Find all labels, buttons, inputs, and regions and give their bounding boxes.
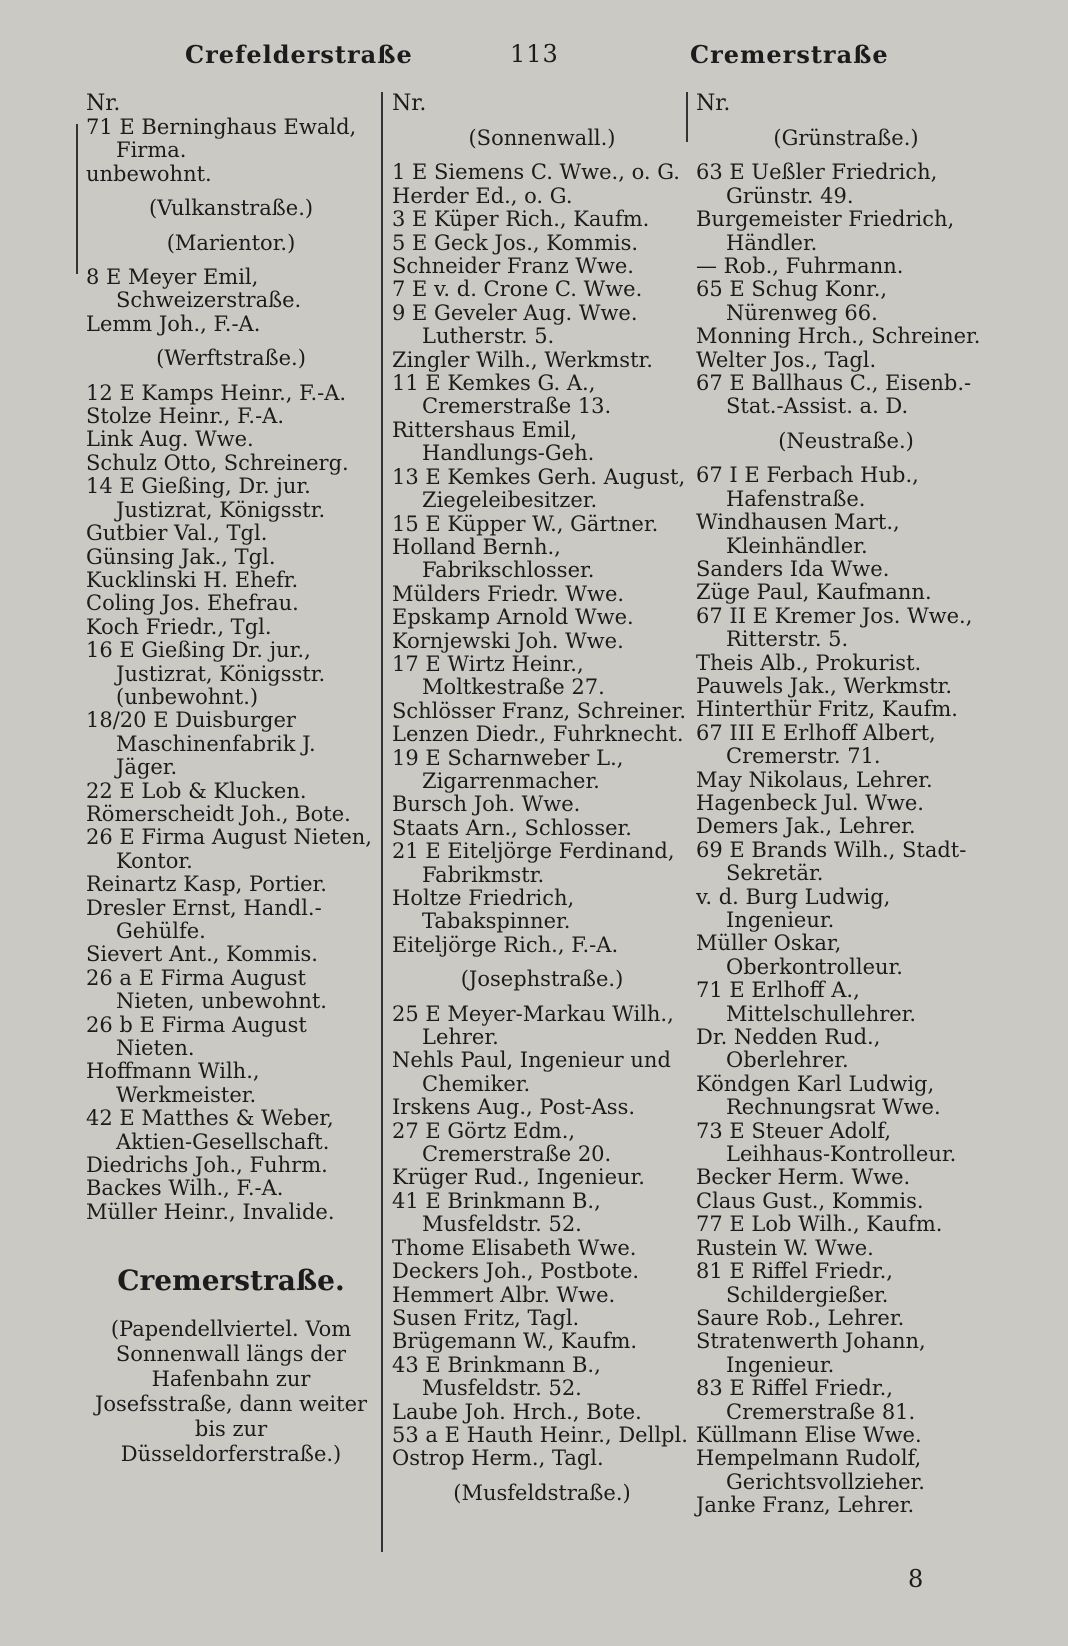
address-entry: Epskamp Arnold Wwe. [392, 605, 634, 630]
address-entry: Brügemann W., Kaufm. [392, 1329, 638, 1354]
address-entry: Rustein W. Wwe. [696, 1235, 874, 1260]
address-entry: Günsing Jak., Tgl. [86, 544, 276, 569]
street-heading: (Sonnenwall.) [468, 126, 616, 150]
address-entry: 71 E Erlhoff A., Mittelschullehrer. [696, 978, 917, 1026]
address-entry: Mülders Friedr. Wwe. [392, 581, 625, 606]
address-entry: Demers Jak., Lehrer. [696, 814, 916, 839]
bracket-mark [76, 124, 86, 274]
address-entry: Kornjewski Joh. Wwe. [392, 628, 624, 653]
address-entry: 19 E Scharnweber L., Zigarrenmacher. [392, 745, 624, 793]
address-entry: Zingler Wilh., Werkmstr. [392, 347, 653, 372]
column-divider [381, 92, 383, 1552]
street-heading: (Neustraße.) [778, 428, 914, 453]
address-entry: 3 E Küper Rich., Kaufm. [392, 207, 650, 232]
address-entry: Köndgen Karl Ludwig, Rechnungsrat Wwe. [696, 1071, 941, 1120]
address-entry: 21 E Eiteljörge Ferdinand, Fabrikmstr. [392, 839, 675, 887]
column-1-entries [86, 116, 376, 1224]
address-entry: Sanders Ida Wwe. [696, 556, 890, 581]
address-entry: Hinterthür Fritz, Kaufm. [696, 697, 958, 722]
address-entry: Irskens Aug., Post-Ass. [392, 1095, 636, 1120]
address-entry: 17 E Wirtz Heinr., Moltkestraße 27. [392, 651, 605, 700]
address-entry: 22 E Lob & Klucken. [86, 778, 307, 803]
address-entry: Claus Gust., Kommis. [696, 1188, 924, 1213]
street-heading: (Marientor.) [166, 230, 296, 255]
address-entry: Schneider Franz Wwe. [392, 254, 634, 279]
address-entry: Kucklinski H. Ehefr. [86, 567, 299, 592]
address-entry: 53 a E Hauth Heinr., Dellpl. [392, 1422, 688, 1447]
address-entry: Backes Wilh., F.-A. [86, 1176, 284, 1201]
address-entry: 42 E Matthes & Weber, Aktien-Gesellschaft. [86, 1106, 334, 1154]
address-entry: 81 E Riffel Friedr., Schildergießer. [696, 1259, 893, 1307]
address-entry: 83 E Riffel Friedr., Cremerstraße 81. [696, 1376, 916, 1424]
address-entry: Stratenwerth Johann, Ingenieur. [696, 1329, 926, 1377]
address-entry: Eiteljörge Rich., F.-A. [392, 932, 619, 957]
address-entry: May Nikolaus, Lehrer. [696, 767, 933, 792]
street-heading: (Vulkanstraße.) [148, 196, 314, 221]
address-entry: Diedrichs Joh., Fuhrm. [86, 1153, 328, 1178]
address-entry: 26 E Firma August Nieten, Kontor. [86, 825, 372, 873]
address-entry: Susen Fritz, Tagl. [392, 1305, 580, 1330]
address-entry: 67 III E Erlhoff Albert, Cremerstr. 71. [696, 720, 936, 769]
address-entry: Deckers Joh., Postbote. [392, 1259, 640, 1284]
street-heading: (Werftstraße.) [156, 346, 306, 371]
address-entry: Hempelmann Rudolf, Gerichtsvollzieher. [696, 1446, 925, 1494]
header-right: Cremerstraße [690, 40, 889, 69]
address-entry: 67 I E Ferbach Hub., Hafenstraße. [696, 463, 919, 511]
address-entry: Lenzen Diedr., Fuhrknecht. [392, 722, 684, 747]
address-entry: Coling Jos. Ehefrau. [86, 591, 299, 616]
address-entry: — Rob., Fuhrmann. [696, 254, 904, 279]
address-entry: Römerscheidt Joh., Bote. [86, 801, 351, 826]
address-entry: 8 E Meyer Emil, Schweizerstraße. [86, 265, 302, 313]
address-entry: Link Aug. Wwe. [86, 427, 254, 452]
address-entry: Becker Herm. Wwe. [696, 1165, 911, 1190]
address-entry: 14 E Gießing, Dr. jur. Justizrat, Königsstr. [86, 474, 326, 522]
address-entry: 43 E Brinkmann B., Musfeldstr. 52. [392, 1352, 601, 1401]
address-entry: Müller Oskar, Oberkontrolleur. [696, 931, 903, 979]
address-entry: 67 E Ballhaus C., Eisenb.-Stat.-Assist. a. D. [696, 371, 972, 419]
address-entry: 73 E Steuer Adolf, Leihhaus-Kontrolleur. [696, 1118, 957, 1167]
address-entry: Saure Rob., Lehrer. [696, 1305, 905, 1330]
address-entry: Krüger Rud., Ingenieur. [392, 1165, 645, 1190]
address-entry: Monning Hrch., Schreiner. [696, 324, 981, 349]
address-entry: Hagenbeck Jul. Wwe. [696, 790, 924, 815]
address-entry: 9 E Geveler Aug. Wwe. Lutherstr. 5. [392, 300, 638, 349]
address-entry: Burgemeister Friedrich, Händler. [696, 207, 955, 255]
address-entry: Thome Elisabeth Wwe. [392, 1235, 637, 1260]
address-entry: 25 E Meyer-Markau Wilh., Lehrer. [392, 1001, 674, 1050]
address-entry: 26 b E Firma August Nieten. [86, 1012, 307, 1061]
address-entry: Holland Bernh., Fabrikschlosser. [392, 534, 595, 583]
street-heading: (Grünstraße.) [773, 126, 919, 150]
address-entry: Theis Alb., Prokurist. [696, 650, 922, 675]
address-entry: Herder Ed., o. G. [392, 183, 573, 208]
address-entry: Dresler Ernst, Handl.-Gehülfe. [86, 895, 322, 943]
column-3-entries [696, 127, 996, 1518]
address-entry: 77 E Lob Wilh., Kaufm. [696, 1212, 943, 1237]
address-entry: Sievert Ant., Kommis. [86, 942, 318, 967]
address-entry: 41 E Brinkmann B., Musfeldstr. 52. [392, 1188, 601, 1237]
address-entry: 69 E Brands Wilh., Stadt-Sekretär. [696, 837, 967, 886]
address-entry: 15 E Küpper W., Gärtner. [392, 511, 659, 536]
address-entry: unbewohnt. [86, 161, 212, 186]
column-2 [392, 92, 692, 1516]
address-entry: Pauwels Jak., Werkmstr. [696, 673, 953, 698]
address-entry: Bursch Joh. Wwe. [392, 792, 581, 817]
address-entry: 16 E Gießing Dr. jur., Justizrat, Königsstr. (unbewohnt.) [86, 638, 326, 709]
address-entry: Schulz Otto, Schreinerg. [86, 450, 349, 475]
address-entry: Ostrop Herm., Tagl. [392, 1446, 604, 1471]
address-entry: Holtze Friedrich, Tabakspinner. [392, 886, 575, 934]
header-left: Crefelderstraße [185, 40, 413, 69]
address-entry: Lemm Joh., F.-A. [86, 311, 261, 336]
address-entry: Rittershaus Emil, Handlungs-Geh. [392, 417, 595, 466]
address-entry: Küllmann Elise Wwe. [696, 1422, 922, 1447]
address-entry: Hoffmann Wilh., Werkmeister. [86, 1059, 260, 1107]
address-entry: Reinartz Kasp, Portier. [86, 872, 327, 897]
address-entry: 11 E Kemkes G. A., Cremerstraße 13. [392, 371, 612, 419]
address-entry: 12 E Kamps Heinr., F.-A. [86, 380, 347, 405]
address-entry: Schlösser Franz, Schreiner. [392, 698, 687, 723]
nr-label: Nr. [86, 91, 121, 116]
address-entry: Koch Friedr., Tgl. [86, 614, 272, 639]
section-title: Cremerstraße. [117, 1264, 345, 1298]
address-entry: Müller Heinr., Invalide. [86, 1199, 335, 1224]
section-intro: (Papendellviertel. Vom Sonnenwall längs der Hafenbahn zur Josefsstraße, dann weiter bis zur Düsseldorferstraße.) [94, 1317, 368, 1467]
address-entry: 18/20 E Duisburger Maschinenfabrik J. Jäger. [86, 708, 316, 780]
running-header [0, 40, 1068, 80]
column-2-entries [392, 127, 692, 1505]
address-entry: 13 E Kemkes Gerh. August, Ziegeleibesitzer. [392, 464, 686, 513]
address-entry: Windhausen Mart., Kleinhändler. [696, 510, 900, 558]
address-entry: 65 E Schug Konr., Nürenweg 66. [696, 277, 888, 325]
address-entry: Janke Franz, Lehrer. [696, 1493, 915, 1518]
column-1 [86, 92, 376, 1467]
footer-page-number: 8 [908, 1565, 924, 1593]
address-entry: 71 E Berninghaus Ewald, Firma. [86, 115, 357, 163]
address-entry: 26 a E Firma August Nieten, unbewohnt. [86, 965, 327, 1014]
address-entry: Züge Paul, Kaufmann. [696, 580, 932, 605]
header-page-number: 113 [510, 40, 559, 68]
column-3 [696, 92, 996, 1518]
street-heading: (Musfeldstraße.) [453, 1480, 631, 1505]
address-entry: Stolze Heinr., F.-A. [86, 404, 285, 429]
address-entry: Gutbier Val., Tgl. [86, 521, 268, 546]
address-entry: Laube Joh. Hrch., Bote. [392, 1399, 642, 1424]
address-entry: 63 E Ueßler Friedrich, Grünstr. 49. [696, 160, 938, 208]
nr-label: Nr. [392, 91, 427, 116]
address-entry: Hemmert Albr. Wwe. [392, 1282, 616, 1307]
address-entry: Dr. Nedden Rud., Oberlehrer. [696, 1025, 881, 1073]
address-entry: Welter Jos., Tagl. [696, 347, 877, 372]
street-heading: (Josephstraße.) [460, 967, 624, 992]
address-entry: 67 II E Kremer Jos. Wwe., Ritterstr. 5. [696, 603, 973, 652]
address-entry: v. d. Burg Ludwig, Ingenieur. [696, 884, 891, 932]
address-entry: 7 E v. d. Crone C. Wwe. [392, 277, 643, 302]
address-entry: Nehls Paul, Ingenieur und Chemiker. [392, 1048, 671, 1096]
address-entry: 5 E Geck Jos., Kommis. [392, 230, 639, 255]
nr-label: Nr. [696, 91, 731, 116]
address-entry: Staats Arn., Schlosser. [392, 815, 632, 840]
address-entry: 27 E Görtz Edm., Cremerstraße 20. [392, 1118, 612, 1167]
address-entry: 1 E Siemens C. Wwe., o. G. [392, 160, 680, 185]
